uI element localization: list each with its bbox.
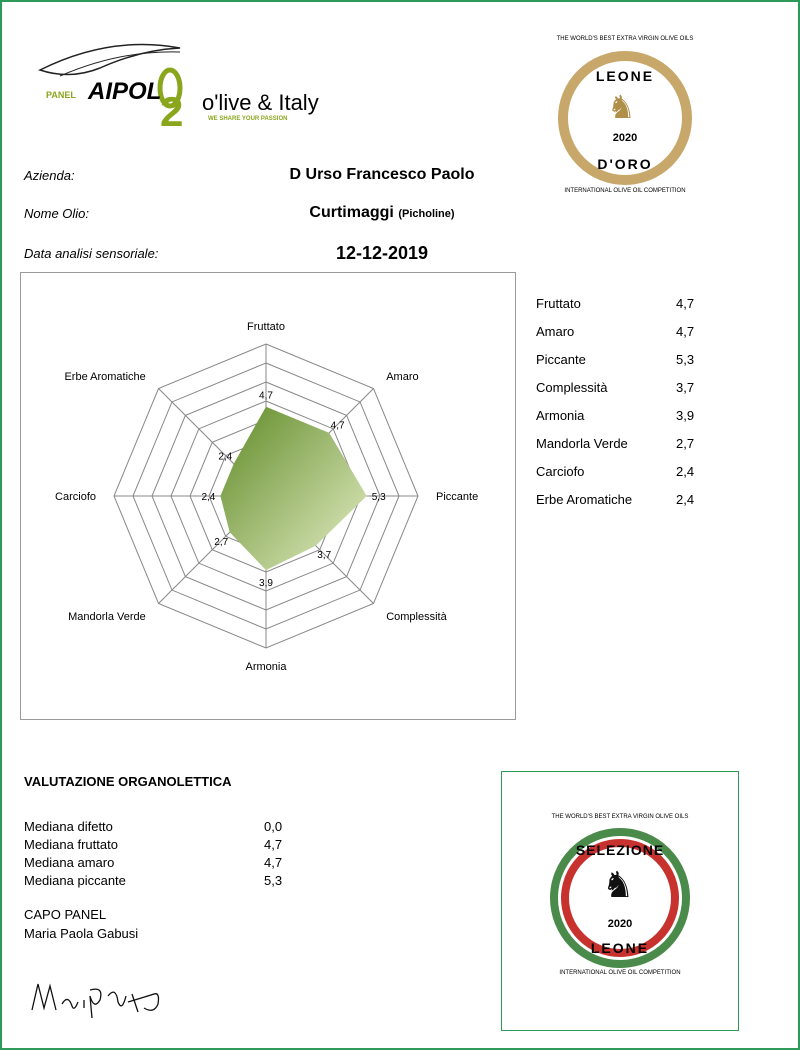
capo-panel-label: CAPO PANEL (24, 907, 107, 922)
data-label: 2,4 (201, 492, 216, 503)
axis-label: Carciofo (55, 491, 96, 503)
score-list (536, 296, 736, 520)
aipol-logo (30, 30, 340, 135)
badge1-footer: INTERNATIONAL OLIVE OIL COMPETITION (564, 188, 686, 194)
evaluation-name: Mediana fruttato (24, 837, 118, 852)
badge2-bottom: LEONE (590, 940, 650, 956)
evaluation-title: VALUTAZIONE ORGANOLETTICA (24, 774, 232, 789)
score-name: Armonia (536, 408, 585, 423)
score-value: 4,7 (676, 324, 695, 339)
axis-label: Piccante (436, 491, 479, 503)
selezione-leone-badge (530, 808, 710, 988)
chart-box (20, 272, 516, 720)
data-label: 2,7 (214, 536, 229, 548)
axis-label: Fruttato (247, 321, 285, 333)
logo-two: 2 (160, 88, 184, 135)
score-name: Complessità (536, 380, 608, 395)
axis-label: Complessità (386, 611, 447, 624)
data-label: 3,7 (317, 550, 332, 562)
evaluation-value: 0,0 (264, 819, 283, 834)
score-name: Piccante (536, 352, 586, 367)
badge1-top: LEONE (595, 68, 655, 84)
badge1-ring: THE WORLD'S BEST EXTRA VIRGIN OLIVE OILS (556, 36, 694, 42)
data-label: 5,3 (371, 492, 386, 503)
olio-name: Curtimaggi (309, 204, 394, 221)
evaluation-name: Mediana piccante (24, 873, 126, 888)
axis-label: Armonia (245, 661, 287, 673)
evaluation-value: 4,7 (264, 837, 283, 852)
axis-label: Mandorla Verde (68, 611, 146, 624)
lion-icon: ♞ (607, 89, 636, 125)
score-value: 2,7 (676, 436, 695, 451)
evaluation-section (24, 774, 282, 941)
score-row (536, 464, 736, 492)
score-row (536, 296, 736, 324)
evaluation-name: Mediana amaro (24, 855, 115, 870)
score-value: 2,4 (676, 464, 695, 479)
leone-doro-badge (535, 28, 715, 208)
capo-panel-name: Maria Paola Gabusi (24, 926, 139, 941)
data-label: 2,4 (218, 451, 233, 463)
logo-sub: WE SHARE YOUR PASSION (208, 116, 288, 122)
evaluation-row (24, 819, 282, 837)
score-name: Amaro (536, 324, 575, 339)
azienda-value: D Urso Francesco Paolo (289, 166, 475, 183)
badge2-footer: INTERNATIONAL OLIVE OIL COMPETITION (559, 970, 681, 976)
axis-label: Erbe Aromatiche (64, 370, 146, 383)
azienda-label: Azienda: (24, 168, 75, 183)
selezione-badge-box (501, 771, 739, 1031)
badge1-year: 2020 (612, 132, 638, 144)
badge2-top: SELEZIONE (575, 842, 665, 858)
data-label: 3,9 (259, 578, 273, 590)
olio-label: Nome Olio: (24, 206, 90, 221)
evaluation-row (24, 837, 282, 855)
logo-brand: AIPOL (88, 78, 162, 105)
evaluation-value: 5,3 (264, 873, 283, 888)
data-label: 4,7 (330, 420, 345, 432)
data-label: 4,7 (259, 390, 273, 402)
score-row (536, 408, 736, 436)
evaluation-value: 4,7 (264, 855, 283, 870)
axis-label: Amaro (386, 370, 419, 383)
score-row (536, 352, 736, 380)
evaluation-row (24, 873, 282, 891)
badge1-bottom: D'ORO (597, 156, 653, 172)
badge2-year: 2020 (607, 918, 633, 930)
evaluation-name: Mediana difetto (24, 819, 113, 834)
score-row (536, 324, 736, 352)
data-area (220, 407, 366, 570)
signature (28, 970, 178, 1030)
logo-panel: PANEL (46, 90, 76, 100)
olio-value (232, 204, 532, 222)
lion-icon: ♞ (602, 864, 635, 905)
score-name: Erbe Aromatiche (536, 492, 633, 507)
radar-chart (21, 273, 515, 719)
score-value: 2,4 (676, 492, 695, 507)
score-row (536, 380, 736, 408)
score-value: 3,9 (676, 408, 695, 423)
score-value: 3,7 (676, 380, 695, 395)
logo-tagline: o'live & Italy (202, 90, 319, 115)
score-row (536, 436, 736, 464)
badge2-ring: THE WORLD'S BEST EXTRA VIRGIN OLIVE OILS (551, 814, 689, 820)
score-name: Fruttato (536, 296, 581, 311)
score-value: 5,3 (676, 352, 695, 367)
score-name: Carciofo (536, 464, 585, 479)
data-label: Data analisi sensoriale: (24, 246, 159, 261)
data-value: 12-12-2019 (335, 243, 429, 263)
score-row (536, 492, 736, 520)
evaluation-row (24, 855, 282, 873)
olio-variety: (Picholine) (398, 208, 455, 220)
score-value: 4,7 (676, 296, 695, 311)
score-name: Mandorla Verde (536, 436, 628, 451)
